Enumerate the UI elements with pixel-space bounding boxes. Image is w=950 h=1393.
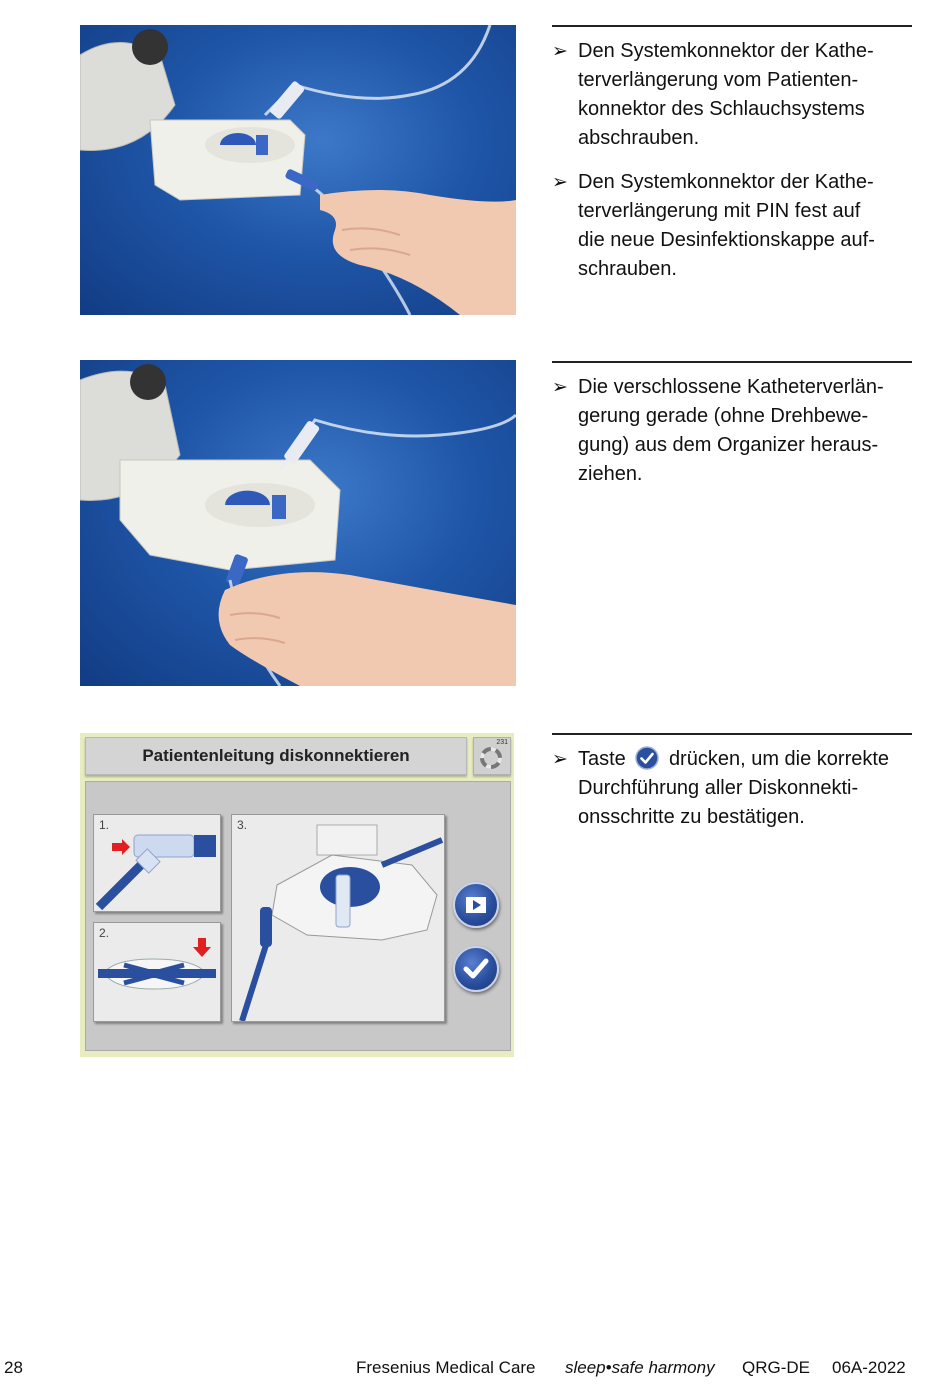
rule-step-1 [552,25,912,27]
rule-step-3 [552,361,912,363]
step-2-line-1: Den Systemkonnektor der Kathe- [578,171,874,193]
step-1 [552,37,912,153]
help-button[interactable] [473,737,511,775]
video-play-icon [455,884,497,926]
device-screen [80,733,514,1057]
step-4-line-2: Durchführung aller Diskonnekti- [578,777,859,799]
instruction-panel-1 [93,814,221,912]
photo-pull-out-extension [80,360,516,686]
instruction-panel-2 [93,922,221,1022]
arrow-bullet-icon: ➢ [552,377,568,398]
checkmark-icon [455,948,497,990]
step-3-line-3: gung) aus dem Organizer heraus- [578,434,879,456]
step-4-text-before: Taste [578,748,626,770]
arrow-bullet-icon: ➢ [552,172,568,193]
footer-version: 06A-2022 [832,1358,906,1377]
footer-page-number: 28 [4,1358,23,1377]
step-2-line-3: die neue Desinfektionskappe auf- [578,229,875,251]
footer-product: sleep•safe harmony [565,1358,715,1377]
photo-unscrew-connector [80,25,516,315]
step-1-line-1: Den Systemkonnektor der Kathe- [578,40,874,62]
confirm-button[interactable] [453,946,499,992]
step-2-line-4: schrauben. [578,258,677,280]
step-3-line-1: Die verschlossene Katheterverlän- [578,376,884,398]
red-arrow-down-icon [193,938,211,957]
step-4 [552,745,912,832]
step-3-line-4: ziehen. [578,463,643,485]
step-1-line-2: terverlängerung vom Patienten- [578,69,859,91]
footer-doc-code: QRG-DE [742,1358,810,1377]
step-1-line-3: konnektor des Schlauchsystems [578,98,865,120]
red-arrow-right-icon [112,839,130,855]
panel-number: 2. [99,926,110,940]
step-3-line-2: gerung gerade (ohne Drehbewe- [578,405,869,427]
arrow-bullet-icon: ➢ [552,41,568,62]
help-code: 231 [496,739,508,746]
step-4-text-after: drücken, um die korrekte [668,748,890,770]
panel-number: 3. [237,818,248,832]
instruction-panel-3 [231,814,445,1022]
step-1-line-4: abschrauben. [578,127,700,149]
confirm-check-icon [635,746,659,770]
step-4-line-1 [578,745,912,774]
arrow-bullet-icon: ➢ [552,749,568,770]
step-3 [552,373,912,489]
step-2-line-2: terverlängerung mit PIN fest auf [578,200,861,222]
footer-company: Fresenius Medical Care [356,1358,536,1377]
step-2 [552,168,912,284]
rule-step-4 [552,733,912,735]
panel-number: 1. [99,818,110,832]
screen-body [85,781,511,1051]
screen-title: Patientenleitung diskonnektieren [85,737,467,775]
video-button[interactable] [453,882,499,928]
step-4-line-3: onsschritte zu bestätigen. [578,806,805,828]
